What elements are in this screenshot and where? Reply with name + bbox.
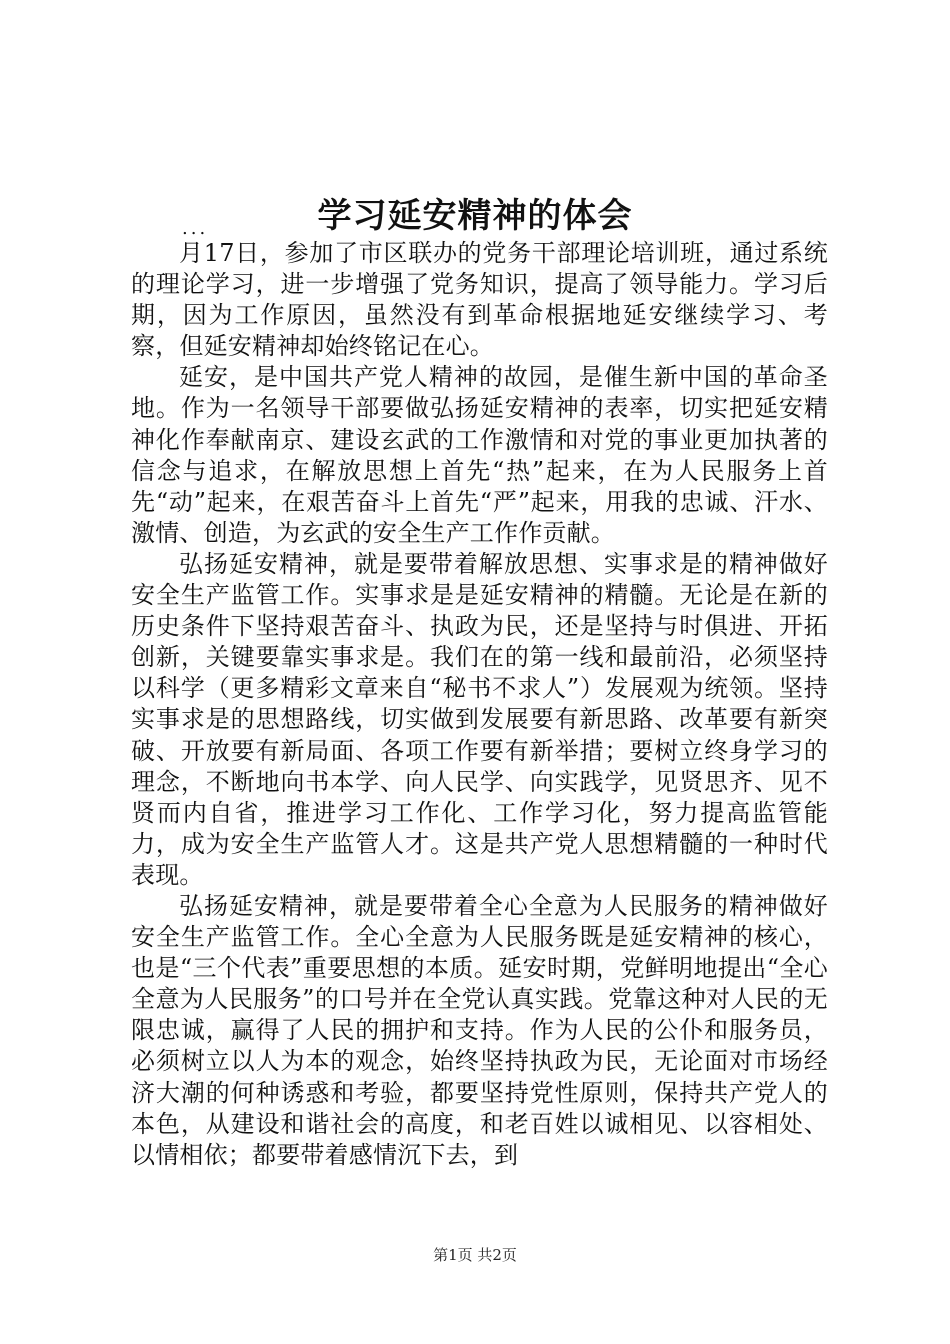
paragraph: 弘扬延安精神，就是要带着解放思想、实事求是的精神做好安全生产监管工作。实事求是是延安精神的精髓。无论是在新的历史条件下坚持艰苦奋斗、执政为民，还是坚持与时俱进、开拓创新，关键要靠实事求是。我们在的第一线和最前沿，必须坚持以科学（更多精彩文章来自“秘书不求人”）发展观为统领。坚持实事求是的思想路线，切实做到发展要有新思路、改革要有新突破、开放要有新局面、各项工作要有新举措；要树立终身学习的理念，不断地向书本学、向人民学、向实践学，见贤思齐、见不贤而内自省，推进学习工作化、工作学习化，努力提高监管能力，成为安全生产监管人才。这是共产党人思想精髓的一种时代表现。 — [131, 549, 828, 889]
document-title: 学习延安精神的体会 — [317, 196, 633, 236]
ellipsis-marker: ... — [182, 218, 209, 239]
document-body — [131, 238, 828, 1171]
paragraph: 月17日，参加了市区联办的党务干部理论培训班，通过系统的理论学习，进一步增强了党务知识，提高了领导能力。学习后期，因为工作原因，虽然没有到革命根据地延安继续学习、考察，但延安精神却始终铭记在心。 — [131, 239, 828, 361]
page-footer: 第1页 共2页 — [433, 1246, 517, 1264]
paragraph: 延安，是中国共产党人精神的故园，是催生新中国的革命圣地。作为一名领导干部要做弘扬延安精神的表率，切实把延安精神化作奉献南京、建设玄武的工作激情和对党的事业更加执著的信念与追求，在解放思想上首先“热”起来，在为人民服务上首先“动”起来，在艰苦奋斗上首先“严”起来，用我的忠诚、汗水、激情、创造，为玄武的安全生产工作作贡献。 — [131, 363, 828, 547]
paragraph: 弘扬延安精神，就是要带着全心全意为人民服务的精神做好安全生产监管工作。全心全意为人民服务既是延安精神的核心，也是“三个代表”重要思想的本质。延安时期，党鲜明地提出“全心全意为人民服务”的口号并在全党认真实践。党靠这种对人民的无限忠诚，赢得了人民的拥护和支持。作为人民的公仆和服务员，必须树立以人为本的观念，始终坚持执政为民，无论面对市场经济大潮的何种诱惑和考验，都要坚持党性原则，保持共产党人的本色，从建设和谐社会的高度，和老百姓以诚相见、以容相处、以情相依；都要带着感情沉下去，到 — [131, 891, 828, 1169]
